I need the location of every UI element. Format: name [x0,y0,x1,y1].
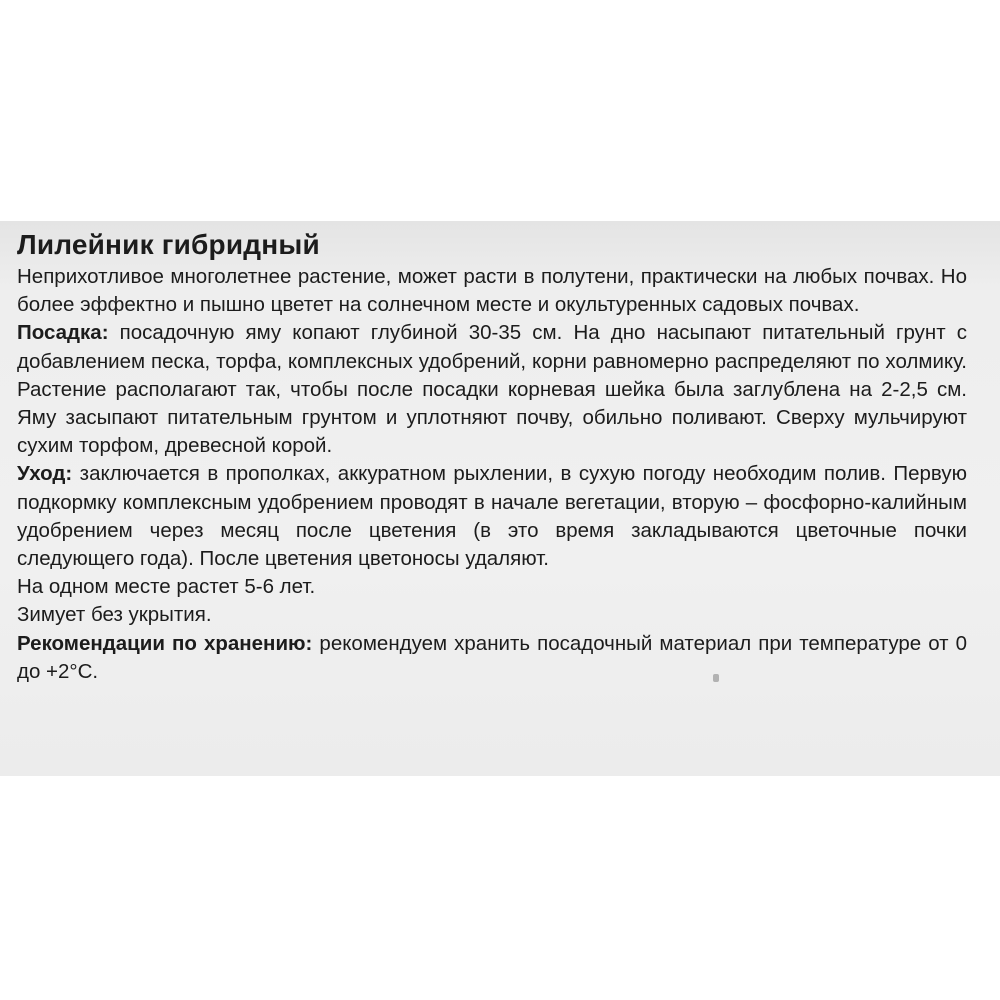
lifespan-line: На одном месте растет 5-6 лет. [17,575,316,599]
product-title: Лилейник гибридный [17,229,320,260]
storage-paragraph [17,630,967,686]
planting-paragraph [17,319,967,460]
storage-label: Рекомендации по хранению: [17,631,313,655]
care-paragraph [17,460,967,573]
label-text-block [17,227,967,686]
planting-label: Посадка: [17,321,109,345]
print-speck [713,674,719,682]
winter-line: Зимует без укрытия. [17,603,212,627]
label-card [0,221,1000,776]
planting-text: посадочную яму копают глубиной 30-35 см. На дно насыпают питательный грунт с добавлением песка, торфа, комплексных удобрений, корни равномерно распределяют по холмику. Растение располагают так, чтобы после посадки корневая шейка была заглублена на 2-2,5 см. Яму засыпают питательным грунтом и уплотняют почву, обильно поливают. Сверху мульчируют сухим торфом, древесной корой. [17,321,967,458]
intro-paragraph: Неприхотливое многолетнее растение, может расти в полутени, практически на любых почвах. Но более эффектно и пышно цветет на солнечном месте и окультуренных садовых почвах. [17,265,967,317]
care-label: Уход: [17,462,73,486]
care-text: заключается в прополках, аккуратном рыхлении, в сухую погоду необходим полив. Первую подкормку комплексным удобрением проводят в начале вегетации, вторую – фосфорно-калийным удобрением через месяц после цветения (в это время закладываются цветочные почки следующего года). После цветения цветоносы удаляют. [17,462,967,571]
storage-text: рекомендуем хранить посадочный материал при температуре от 0 до +2°C. [17,631,967,683]
